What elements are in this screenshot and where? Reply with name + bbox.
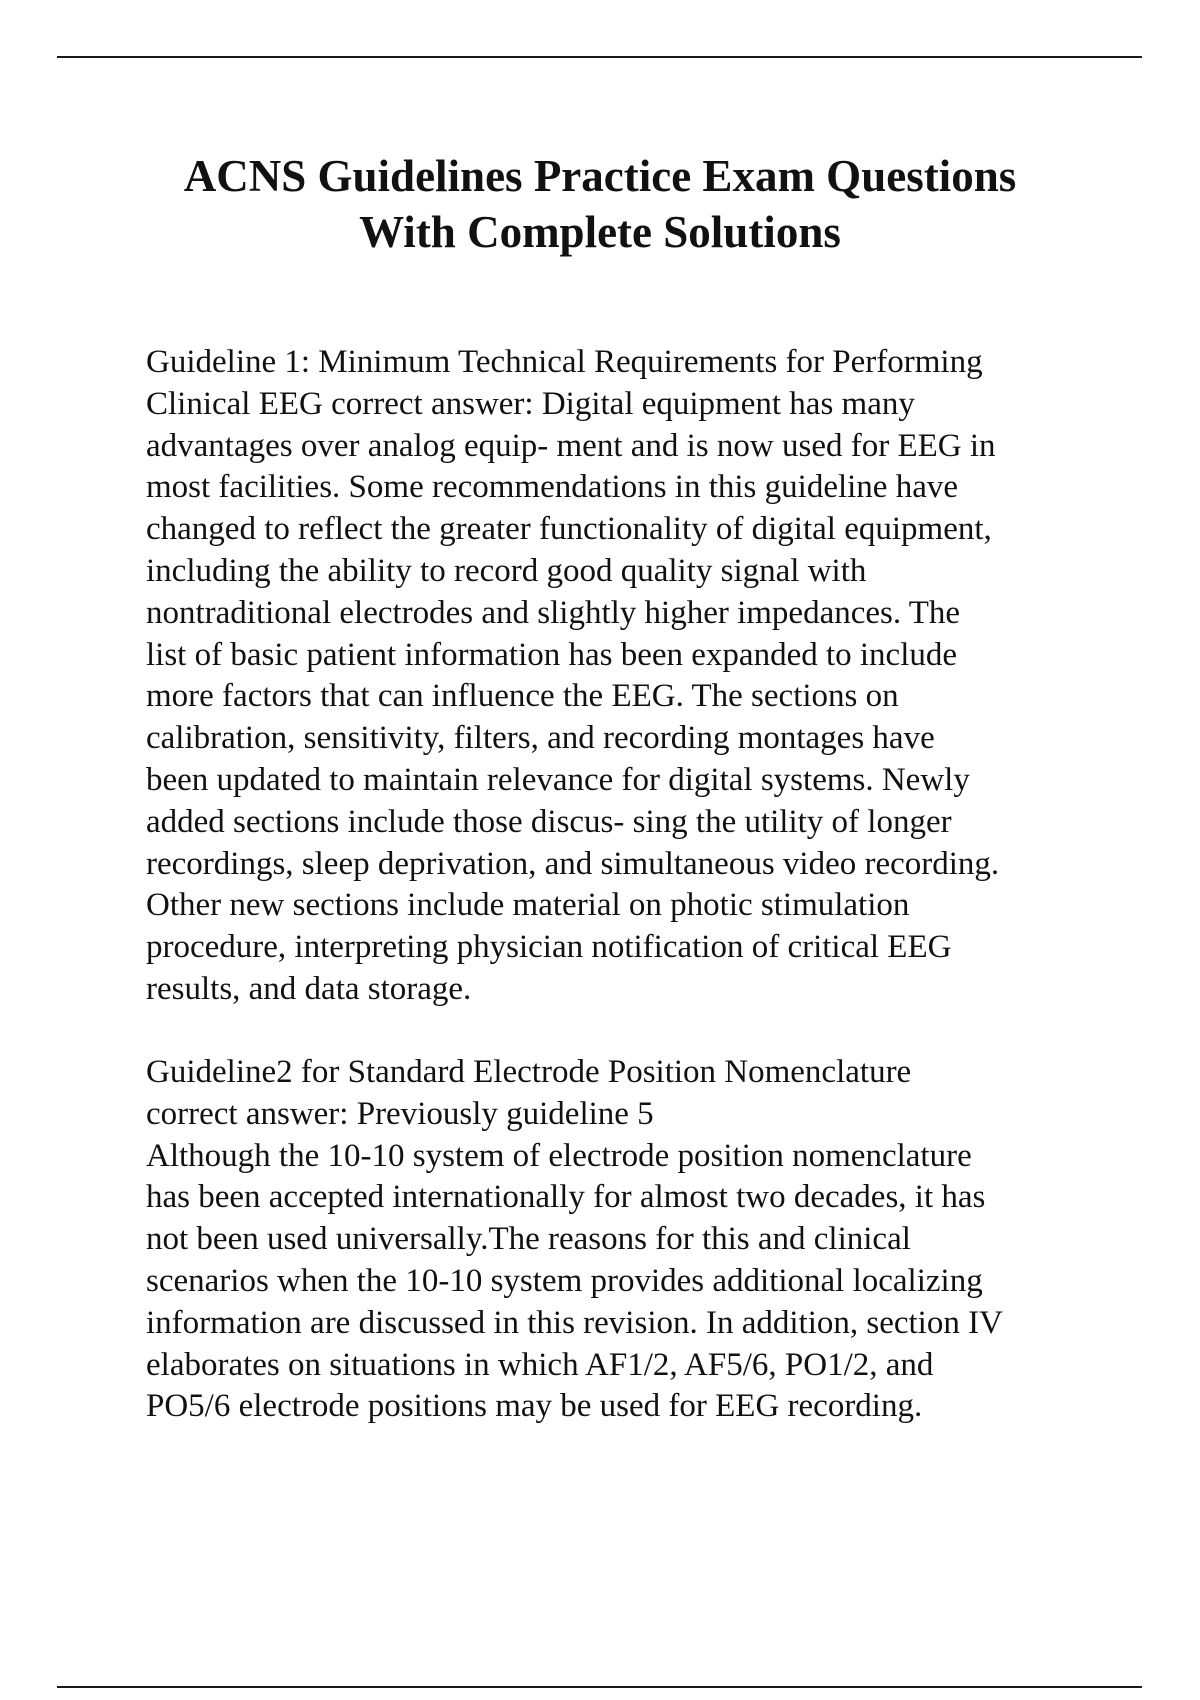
text-line: Although the 10-10 system of electrode position nomenclature [146, 1137, 972, 1174]
text-line: most facilities. Some recommendations in this guideline have [146, 469, 958, 506]
text-line: has been accepted internationally for almost two decades, it has [146, 1179, 986, 1216]
text-line: including the ability to record good quality signal with [146, 552, 867, 589]
title-line: ACNS Guidelines Practice Exam Questions [183, 151, 1017, 201]
text-line: more factors that can influence the EEG. The sections on [146, 678, 899, 715]
text-line: recordings, sleep deprivation, and simultaneous video recording. [146, 845, 1000, 882]
text-line: not been used universally.The reasons for this and clinical [146, 1221, 911, 1258]
page-title [100, 148, 1100, 260]
top-divider [57, 56, 1142, 58]
text-line: advantages over analog equip- ment and is now used for EEG in [146, 427, 996, 464]
title-line: With Complete Solutions [359, 207, 841, 257]
text-line: Guideline 1: Minimum Technical Requirements for Performing [146, 344, 983, 380]
text-line: list of basic patient information has been expanded to include [146, 636, 958, 673]
text-line: calibration, sensitivity, filters, and recording montages have [146, 720, 935, 757]
text-line: scenarios when the 10-10 system provides additional localizing [146, 1262, 983, 1299]
text-line: changed to reflect the greater functionality of digital equipment, [146, 511, 992, 548]
guideline-2-paragraph [146, 1052, 1156, 1428]
text-line: been updated to maintain relevance for digital systems. Newly [146, 761, 970, 798]
text-line: elaborates on situations in which AF1/2, AF5/6, PO1/2, and [146, 1346, 934, 1383]
bottom-divider [57, 1686, 1142, 1688]
text-line: Guideline2 for Standard Electrode Position Nomenclature [146, 1054, 912, 1090]
text-line: nontraditional electrodes and slightly higher impedances. The [146, 594, 961, 631]
text-line: results, and data storage. [146, 970, 472, 1007]
text-line: procedure, interpreting physician notification of critical EEG [146, 929, 952, 966]
text-line: PO5/6 electrode positions may be used for EEG recording. [146, 1388, 923, 1425]
text-line: information are discussed in this revision. In addition, section IV [146, 1304, 1003, 1341]
guideline-1-paragraph [146, 342, 1156, 1011]
text-line: correct answer: Previously guideline 5 [146, 1095, 654, 1132]
text-line: Clinical EEG correct answer: Digital equipment has many [146, 385, 915, 422]
text-line: added sections include those discus- sing the utility of longer [146, 803, 952, 840]
text-line: Other new sections include material on photic stimulation [146, 887, 910, 924]
